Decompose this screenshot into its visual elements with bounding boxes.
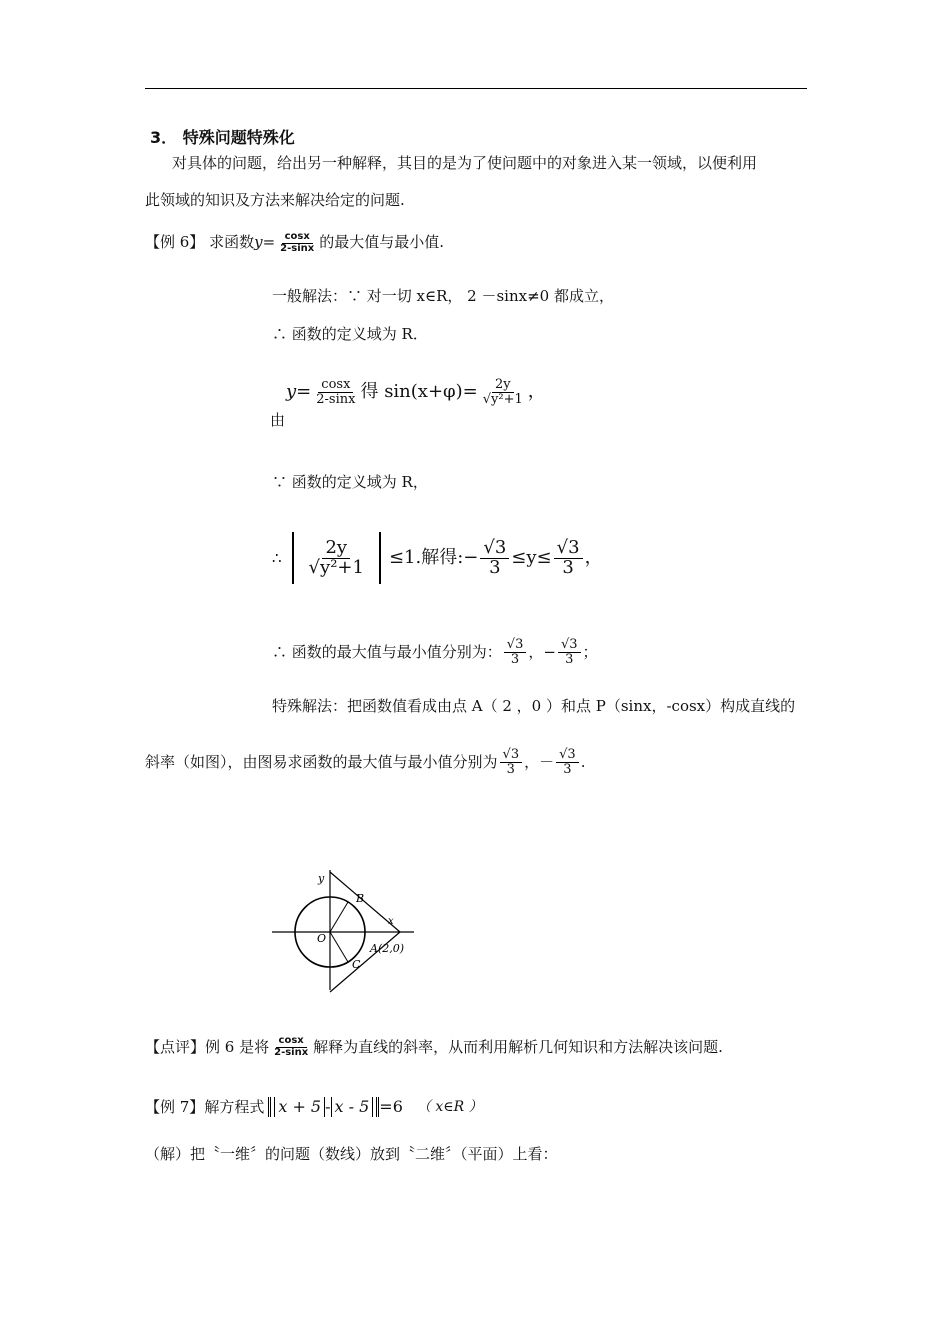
result-min-num: √3 — [558, 638, 581, 653]
comment-text-a: 例 6 是将 — [205, 1038, 270, 1056]
special-line-2 — [145, 744, 585, 780]
unit-circle-figure — [268, 862, 418, 994]
result-line — [272, 636, 598, 668]
result-max-radicand: 3 — [515, 636, 524, 652]
result-sep: ，− — [528, 643, 556, 661]
label-y: y — [318, 872, 325, 885]
solution-line: （解）把〝一维〞的问题（数线）放到〝二维〞（平面）上看： — [145, 1145, 558, 1163]
eq-num-2: 2y — [492, 378, 514, 393]
example7-line — [145, 1094, 483, 1120]
ineq-mid: ≤1.解得:− — [388, 547, 479, 568]
special-max-den: 3 — [506, 761, 515, 777]
radius-oc — [330, 932, 348, 962]
eq-den-2: √y²+1 — [482, 391, 523, 407]
ineq-upper-num: √3 — [554, 539, 583, 559]
special-line-2-text: 斜率（如图），由图易求函数的最大值与最小值分别为 — [145, 753, 498, 771]
special-min — [556, 748, 579, 776]
therefore-symbol: ∴ — [272, 549, 282, 567]
example7-minus: - — [325, 1097, 331, 1116]
eq-fraction-1 — [313, 378, 358, 406]
comment-frac-den: 2-sinx — [274, 1046, 309, 1058]
domain-line: ∵ 函数的定义域为 R， — [272, 473, 428, 491]
comment-fraction — [271, 1036, 311, 1058]
example7-eq: =6 — [379, 1097, 403, 1116]
func-num: cosx — [282, 232, 313, 244]
general-line-1: 一般解法：∵ 对一切 x∈R， 2 －sinx≠0 都成立， — [272, 287, 614, 305]
example6-prompt-b: 的最大值与最小值. — [319, 233, 444, 251]
inequality — [272, 530, 603, 586]
example7-abs-1: x + 5 — [274, 1097, 325, 1117]
eq-den-2-radicand: y²+1 — [491, 391, 523, 407]
special-max-radicand: 3 — [510, 746, 520, 762]
eq-den: 2-sinx — [316, 391, 356, 407]
comment-frac-num: cosx — [276, 1036, 307, 1048]
result-max — [504, 638, 527, 666]
example7-domain: （ x∈R ） — [416, 1099, 483, 1115]
result-min — [558, 638, 581, 666]
ineq-upper-den: 3 — [562, 556, 574, 578]
result-min-radicand: 3 — [569, 636, 578, 652]
special-min-radicand: 3 — [567, 746, 576, 762]
eq-lhs: y= — [286, 381, 312, 403]
ineq-lower-fraction — [480, 536, 509, 578]
special-max — [500, 748, 523, 776]
tangent-line-lower — [330, 932, 400, 992]
example7-text: 解方程式 — [204, 1098, 265, 1116]
comment-line — [145, 1030, 723, 1064]
example6-label: 【例 6】 — [145, 233, 205, 251]
radius-ob — [330, 902, 348, 932]
ineq-lower-num: √3 — [480, 539, 509, 559]
ineq-upper-radicand: 3 — [568, 536, 580, 558]
special-end: . — [580, 753, 586, 771]
result-text: ∴ 函数的最大值与最小值分别为： — [272, 643, 502, 661]
ineq-fraction — [306, 536, 367, 578]
label-x: x — [388, 916, 394, 927]
ineq-den: √y²+1 — [308, 556, 364, 578]
func-lhs: y= — [254, 233, 276, 251]
label-a: A(2,0) — [370, 942, 405, 955]
absolute-value — [292, 532, 381, 584]
intro-line-1: 对具体的问题，给出另一种解释，其目的是为了使问题中的对象进入某一领域，以便利用 — [172, 154, 758, 172]
comment-text-b: 解释为直线的斜率，从而利用解析几何知识和方法解决该问题. — [313, 1038, 723, 1056]
ineq-num: 2y — [322, 539, 350, 559]
header-rule — [145, 88, 807, 89]
outer-abs-left — [268, 1097, 379, 1117]
result-max-den: 3 — [510, 651, 520, 667]
label-c: C — [352, 958, 361, 971]
eq-fraction-2 — [480, 378, 526, 406]
special-min-den: 3 — [563, 761, 572, 777]
special-sep: ，－ — [524, 753, 555, 771]
example6-prompt — [145, 232, 444, 254]
from-equation-body — [286, 378, 546, 406]
label-b: B — [356, 892, 365, 905]
eq-end: ， — [527, 381, 546, 403]
ineq-lower-den: 3 — [489, 556, 501, 578]
example6-prompt-a: 求函数 — [204, 233, 255, 251]
func-fraction — [277, 232, 317, 254]
func-den: 2-sinx — [280, 242, 315, 254]
label-o: O — [317, 932, 327, 945]
eq-mid: 得 sin(x+φ)= — [360, 381, 478, 403]
result-max-num: √3 — [504, 638, 527, 653]
ineq-den-radicand: y²+1 — [320, 556, 364, 578]
special-line-1: 特殊解法：把函数值看成由点 A（ 2 ，0 ）和点 P（sinx，-cosx）构成直线的 — [272, 697, 796, 715]
ineq-end: ， — [584, 547, 603, 568]
from-label: 由 — [270, 411, 286, 429]
special-min-num: √3 — [556, 748, 579, 763]
ineq-upper-fraction — [554, 536, 583, 578]
example7-label: 【例 7】 — [145, 1098, 205, 1116]
special-max-num: √3 — [500, 748, 523, 763]
section-title: 3． 特殊问题特殊化 — [150, 128, 295, 147]
result-min-den: 3 — [565, 651, 574, 667]
general-line-2: ∴ 函数的定义域为 R． — [272, 325, 428, 343]
outer-abs-right — [331, 1097, 380, 1117]
eq-num: cosx — [318, 378, 353, 393]
ineq-lower-radicand: 3 — [494, 536, 507, 558]
example7-abs-2: x - 5 — [331, 1097, 374, 1117]
ineq-le: ≤y≤ — [511, 547, 552, 568]
comment-label: 【点评】 — [145, 1038, 206, 1056]
intro-line-2: 此领域的知识及方法来解决给定的问题. — [145, 191, 405, 209]
result-end: ； — [582, 643, 598, 661]
